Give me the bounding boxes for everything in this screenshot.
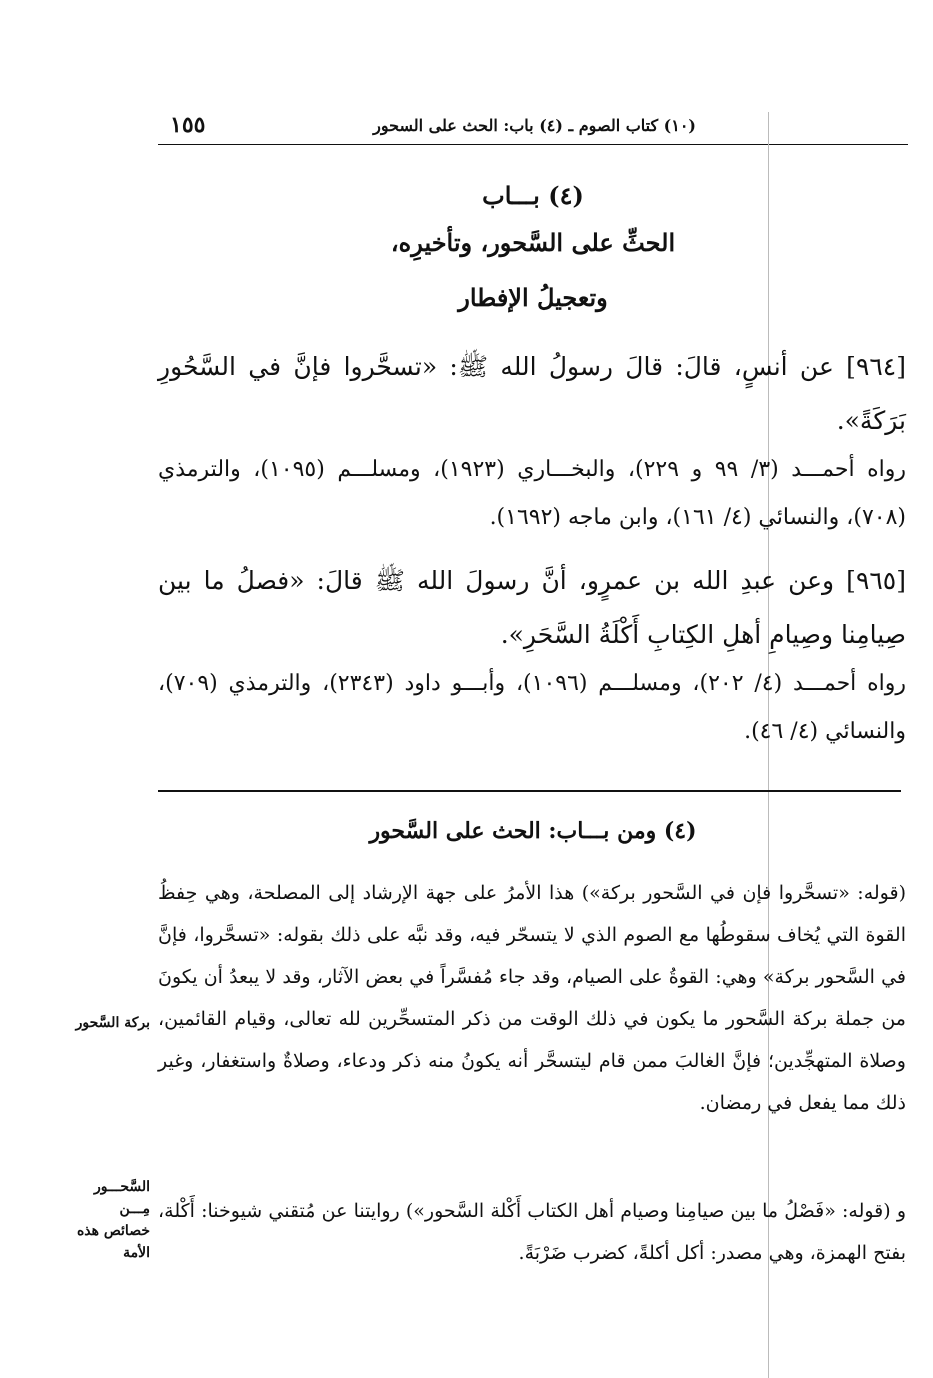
chapter-title-line2: وتعجيلُ الإفطار bbox=[458, 283, 608, 312]
page-header bbox=[158, 112, 908, 145]
margin-note-2: السَّحـــور مِـــن خصائص هذه الأمة bbox=[76, 1179, 150, 1261]
hadith-964-source: رواه أحمـــد (٣/ ٩٩ و ٢٢٩)، والبخـــاري (١٩٢٣)، ومسلـــم (١٠٩٥)، والترمذي (٧٠٨)، والنسائي (٤/ ١٦١)، وابن ماجه (١٦٩٢). bbox=[158, 457, 906, 530]
hadith-965-text: [٩٦٥] وعن عبدِ الله بن عمرٍو، أنَّ رسولَ الله ﷺ قالَ: «فصلُ ما بين صِيامِنا وصِيامِ أهلِ الكِتابِ أَكْلَةُ السَّحَرِ». bbox=[158, 566, 906, 649]
chapter-title-line1: الحثِّ على السَّحور، وتأخيرِه، bbox=[390, 228, 676, 257]
section-separator bbox=[158, 790, 901, 792]
margin-note-1: بركة السَّحور bbox=[75, 1015, 150, 1031]
commentary-paragraph-1: (قوله: «تسحَّروا فإن في السَّحور بركة») هذا الأمرُ على جهة الإرشاد إلى المصلحة، وهي حِفظُ القوة التي يُخاف سقوطُها مع الصوم الذي لا يتسحّر فيه، وقد نبَّه على ذلك بقوله: «تسحَّروا، فإنَّ في السَّحور بركة» وهي: القوةُ على الصيام، وقد جاء مُفسَّراً في بعض الآثار، وقد لا يبعدُ أن يكونَ من جملة بركة السَّحور ما يكون في ذلك الوقت من ذكر المتسحِّرين لله تعالى، وقيام القائمين، وصلاة المتهجِّدين؛ فإنَّ الغالبَ ممن قام ليتسحَّر أنه يكونُ منه ذكر ودعاء، وصلاةٌ واستغفار، وغير ذلك مما يفعل في رمضان. bbox=[158, 882, 906, 1114]
chapter-label: (٤) بـــاب bbox=[482, 181, 584, 210]
chapter-heading bbox=[158, 176, 908, 326]
hadith-965-source: رواه أحمـــد (٤/ ٢٠٢)، ومسلـــم (١٠٩٦)، وأبـــو داود (٢٣٤٣)، والترمذي (٧٠٩)، والنسائي (٤/ ٤٦). bbox=[158, 671, 906, 744]
running-title: (١٠) كتاب الصوم ـ (٤) باب: الحث على السحور bbox=[373, 116, 696, 135]
commentary-section-title: (٤) ومن بـــاب: الحث على السَّحور bbox=[369, 818, 697, 844]
commentary-paragraph-2: و (قوله: «فَصْلُ ما بين صيامِنا وصيام أهل الكتاب أَكْلة السَّحور») روايتنا عن مُتقني شيوخنا: أَكْلة، بفتح الهمزة، وهي مصدر: أكل أكلةً، كضرب ضَرْبَةً. bbox=[158, 1200, 906, 1264]
page-number: ١٥٥ bbox=[170, 112, 206, 138]
hadith-964-text: [٩٦٤] عن أنسٍ، قالَ: قالَ رسولُ الله ﷺ: «تسحَّروا فإنَّ في السَّحُورِ بَرَكَةً». bbox=[158, 352, 906, 435]
